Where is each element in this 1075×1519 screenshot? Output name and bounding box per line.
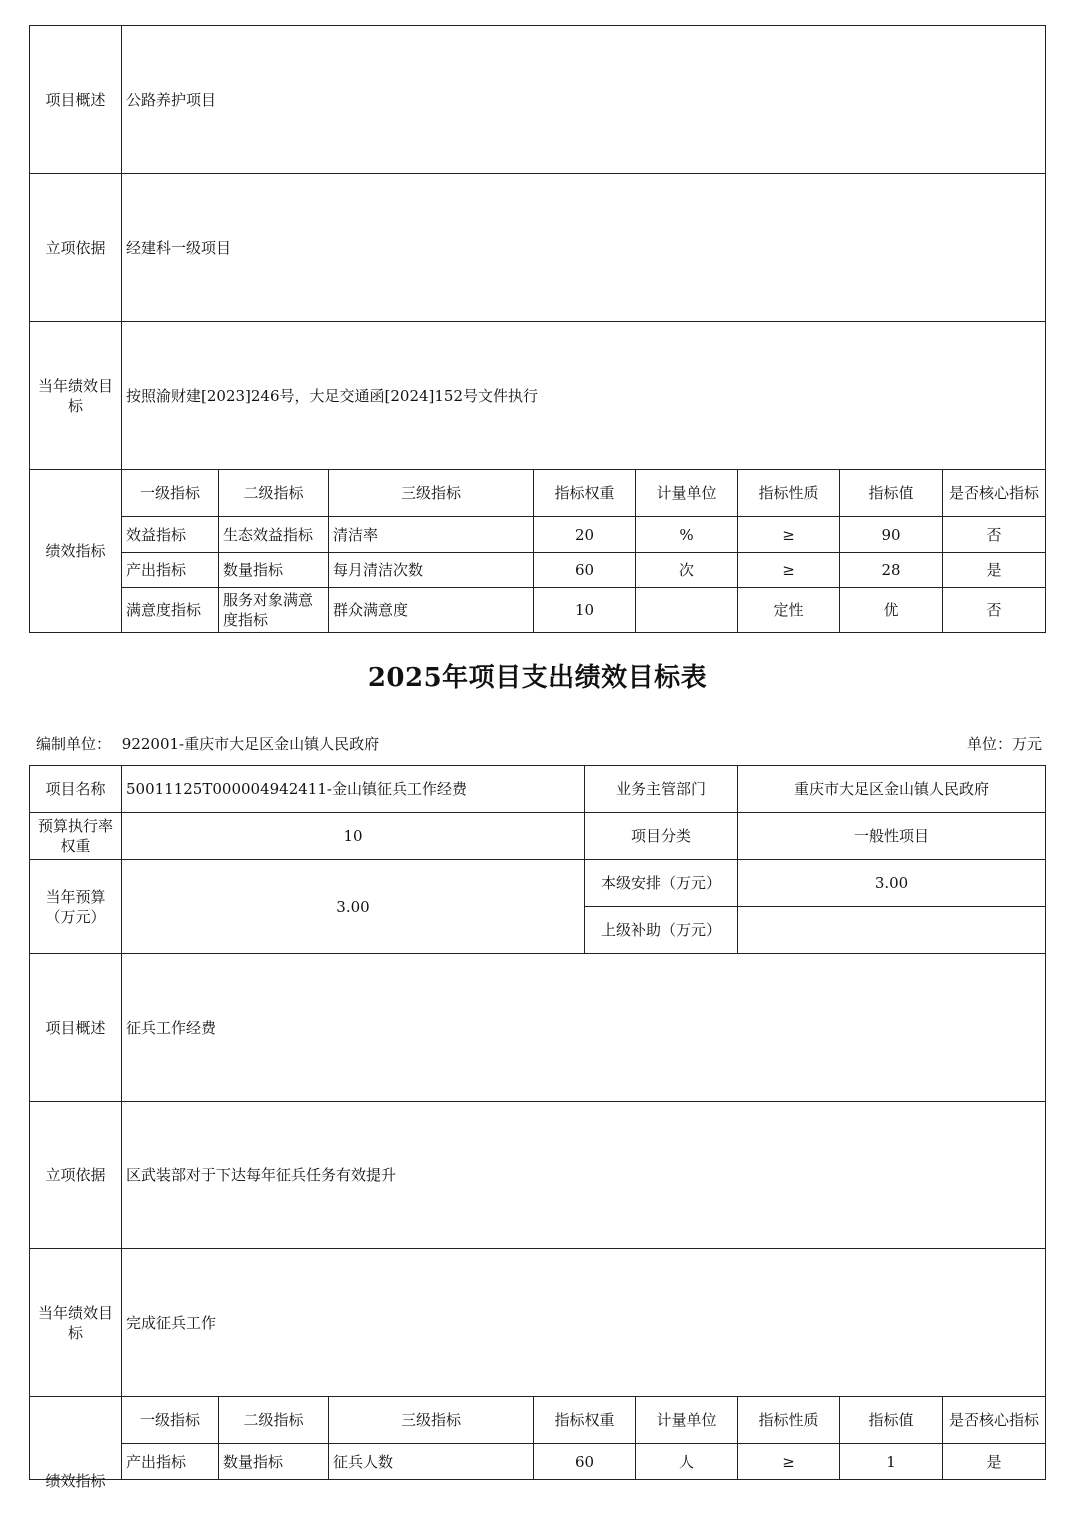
budget-row <box>30 860 1046 907</box>
cell-nature: ≥ <box>738 553 840 588</box>
header-level3: 三级指标 <box>329 470 534 517</box>
header-nature: 指标性质 <box>738 1397 840 1444</box>
goal-label: 当年绩效目标 <box>30 1249 122 1397</box>
header-weight: 指标权重 <box>534 470 636 517</box>
basis-label: 立项依据 <box>30 174 122 322</box>
cell-level1: 产出指标 <box>122 553 219 588</box>
basis-label: 立项依据 <box>30 1102 122 1249</box>
cell-level1: 效益指标 <box>122 517 219 553</box>
indicator-row <box>30 553 1046 588</box>
basis-row <box>30 174 1046 322</box>
overview-value: 征兵工作经费 <box>122 954 1046 1102</box>
cell-level2: 数量指标 <box>219 1444 329 1480</box>
indicator-header-row <box>30 470 1046 517</box>
goal-label: 当年绩效目标 <box>30 322 122 470</box>
cell-level2: 数量指标 <box>219 553 329 588</box>
overview-label: 项目概述 <box>30 954 122 1102</box>
cell-unit: % <box>636 517 738 553</box>
cell-value: 1 <box>840 1444 943 1480</box>
local-label: 本级安排（万元） <box>585 860 738 907</box>
basis-row <box>30 1102 1046 1249</box>
goal-value: 完成征兵工作 <box>122 1249 1046 1397</box>
cell-core: 是 <box>943 1444 1046 1480</box>
cell-unit: 人 <box>636 1444 738 1480</box>
cell-level2: 服务对象满意度指标 <box>219 588 329 633</box>
cell-nature: ≥ <box>738 1444 840 1480</box>
cell-level3: 清洁率 <box>329 517 534 553</box>
budget-label: 当年预算（万元） <box>30 860 122 954</box>
project-name-value: 50011125T000004942411-金山镇征兵工作经费 <box>122 766 585 813</box>
basis-value: 经建科一级项目 <box>122 174 1046 322</box>
cell-weight: 10 <box>534 588 636 633</box>
header-unit: 计量单位 <box>636 470 738 517</box>
rate-label: 预算执行率权重 <box>30 813 122 860</box>
basis-value: 区武装部对于下达每年征兵任务有效提升 <box>122 1102 1046 1249</box>
performance-table-2-container <box>0 765 1075 1490</box>
cell-level1: 产出指标 <box>122 1444 219 1480</box>
cell-weight: 60 <box>534 1444 636 1480</box>
performance-table-2 <box>29 765 1046 1490</box>
currency-unit: 单位：万元 <box>966 735 1042 753</box>
header-value: 指标值 <box>840 470 943 517</box>
goal-row <box>30 1249 1046 1397</box>
cell-weight: 60 <box>534 553 636 588</box>
header-core: 是否核心指标 <box>943 1397 1046 1444</box>
page-title: 2025年项目支出绩效目标表 <box>367 663 708 693</box>
cell-level3: 征兵人数 <box>329 1444 534 1480</box>
goal-value: 按照渝财建[2023]246号，大足交通函[2024]152号文件执行 <box>122 322 1046 470</box>
indicators-label: 绩效指标 <box>30 470 122 633</box>
indicator-row <box>30 517 1046 553</box>
cell-level3: 群众满意度 <box>329 588 534 633</box>
header-level2: 二级指标 <box>219 470 329 517</box>
overview-value: 公路养护项目 <box>122 26 1046 174</box>
cell-value: 90 <box>840 517 943 553</box>
cell-value: 优 <box>840 588 943 633</box>
overview-row <box>30 954 1046 1102</box>
compiling-unit-value: 922001-重庆市大足区金山镇人民政府 <box>121 735 380 753</box>
project-name-label: 项目名称 <box>30 766 122 813</box>
cell-level1: 满意度指标 <box>122 588 219 633</box>
category-label: 项目分类 <box>585 813 738 860</box>
cell-nature: 定性 <box>738 588 840 633</box>
cell-core: 否 <box>943 588 1046 633</box>
compiling-unit <box>36 733 379 754</box>
goal-row <box>30 322 1046 470</box>
indicator-row <box>30 1444 1046 1480</box>
header-core: 是否核心指标 <box>943 470 1046 517</box>
rate-row <box>30 813 1046 860</box>
indicators-label <box>30 1397 122 1490</box>
indicators-label-text: 绩效指标 <box>45 1472 106 1490</box>
project-name-row <box>30 766 1046 813</box>
cell-unit: 次 <box>636 553 738 588</box>
cell-core: 是 <box>943 553 1046 588</box>
upper-label: 上级补助（万元） <box>585 907 738 954</box>
rate-value: 10 <box>122 813 585 860</box>
header-weight: 指标权重 <box>534 1397 636 1444</box>
header-level1: 一级指标 <box>122 1397 219 1444</box>
performance-table-1 <box>29 25 1046 633</box>
compiling-unit-label: 编制单位： <box>36 735 112 753</box>
header-nature: 指标性质 <box>738 470 840 517</box>
budget-value: 3.00 <box>122 860 585 954</box>
header-value: 指标值 <box>840 1397 943 1444</box>
overview-row <box>30 26 1046 174</box>
cell-level2: 生态效益指标 <box>219 517 329 553</box>
cell-unit <box>636 588 738 633</box>
cell-nature: ≥ <box>738 517 840 553</box>
local-value: 3.00 <box>738 860 1046 907</box>
header-level3: 三级指标 <box>329 1397 534 1444</box>
cell-value: 28 <box>840 553 943 588</box>
cell-weight: 20 <box>534 517 636 553</box>
header-level1: 一级指标 <box>122 470 219 517</box>
header-unit: 计量单位 <box>636 1397 738 1444</box>
header-level2: 二级指标 <box>219 1397 329 1444</box>
dept-value: 重庆市大足区金山镇人民政府 <box>738 766 1046 813</box>
dept-label: 业务主管部门 <box>585 766 738 813</box>
overview-label: 项目概述 <box>30 26 122 174</box>
cell-level3: 每月清洁次数 <box>329 553 534 588</box>
category-value: 一般性项目 <box>738 813 1046 860</box>
indicator-header-row <box>30 1397 1046 1444</box>
indicator-row <box>30 588 1046 633</box>
cell-core: 否 <box>943 517 1046 553</box>
upper-value <box>738 907 1046 954</box>
